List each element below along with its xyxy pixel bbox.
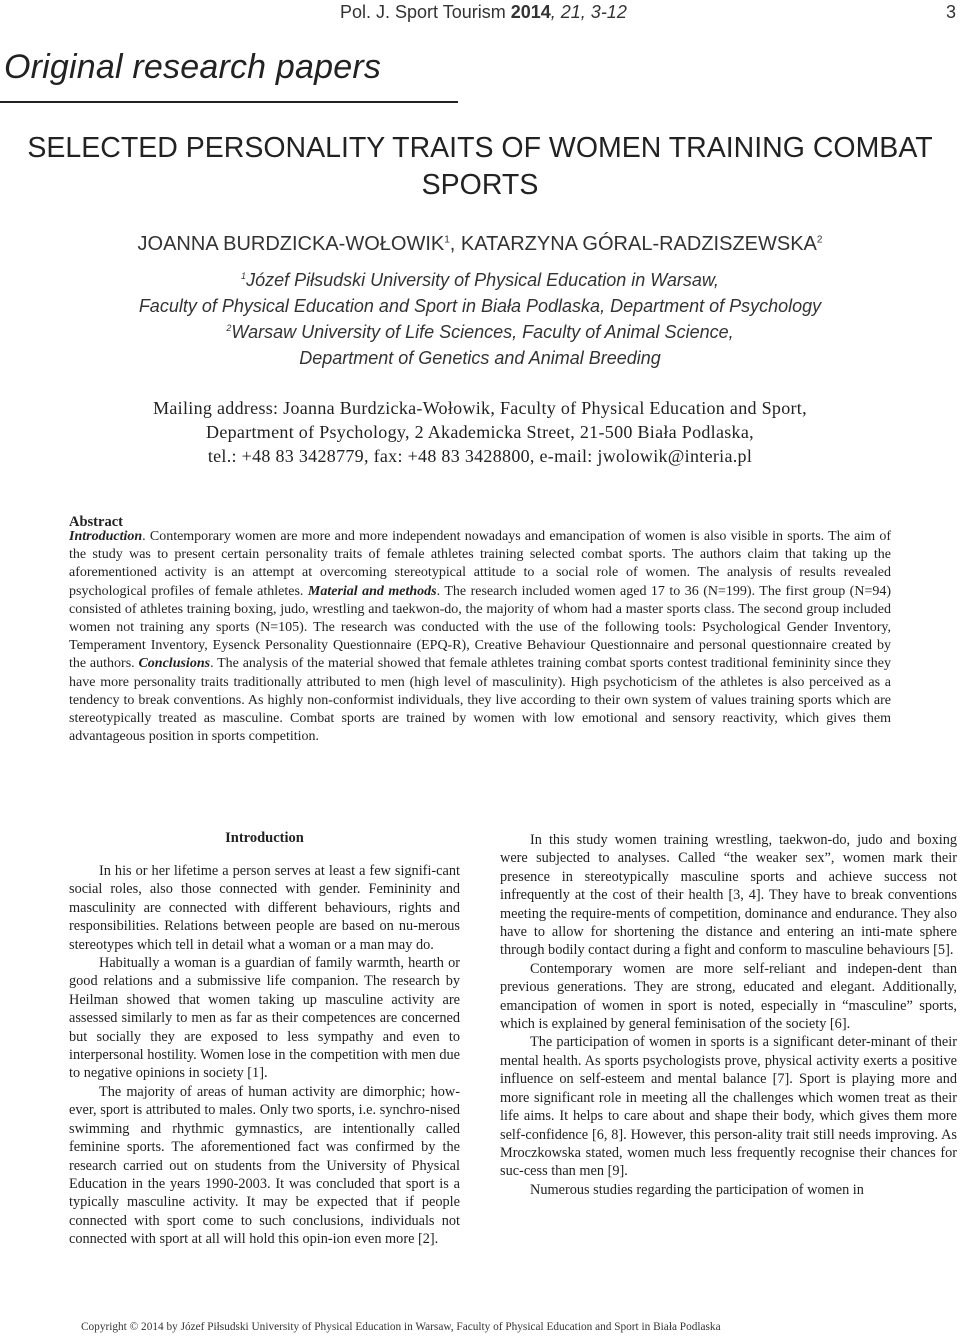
abstract-conclusions-label: Conclusions [138, 656, 211, 672]
article-title: SELECTED PERSONALITY TRAITS OF WOMEN TRAINING COMBAT SPORTS [27, 132, 933, 201]
mailing-address-line: Department of Psychology, 2 Akademicka Street, 21-500 Biała Podlaska, [206, 422, 754, 442]
introduction-heading: Introduction [225, 830, 304, 846]
abstract-heading: Abstract [69, 514, 123, 530]
abstract-methods-label: Material and methods [307, 583, 437, 599]
body-paragraph: The majority of areas of human activity are dimorphic; how-ever, sport is attributed to males. Only two sports, i.e. synchro-nised swimming and rhythmic gymnastics, are intentionally called feminine sports. The aforementioned fact was confirmed by the research carried out on students from the University of Physical Education in the years 1990-2003. It was concluded that sport is a typically masculine activity. It may be expected that if people connected with sport come to such conclusions, individuals not connected with sport at all will hold this opin-ion even more [2]. [69, 1083, 460, 1248]
author-line [0, 233, 960, 256]
section-divider [0, 101, 458, 103]
affiliation-text: Józef Piłsudski University of Physical Education in Warsaw, [246, 270, 719, 290]
affiliation-line [0, 270, 960, 291]
affiliation-mark: 1 [241, 271, 247, 281]
left-column [69, 862, 460, 1249]
mailing-contact-line: tel.: +48 83 3428779, fax: +48 83 3428800, e-mail: jwolowik@interia.pl [207, 446, 753, 466]
abstract-intro-text: . Contemporary women are more and more independent nowadays and emancipation of women is also visible in sports. The aim of the study was to present certain personality traits of female athletes training selected combat sports. The authors claim that taking up the aforementioned activity is an attempt at overcoming stereotypical attitude to a social role of women. The analysis of results revealed psychological profiles of female athletes. [69, 529, 891, 599]
affiliation-mark: 2 [226, 323, 232, 333]
affiliation-line: Department of Genetics and Animal Breeding [299, 348, 661, 368]
journal-name: Pol. J. Sport Tourism [340, 2, 511, 22]
section-label: Original research papers [4, 48, 382, 86]
journal-volume-pages: , 21, 3-12 [550, 2, 627, 22]
author-affiliation-mark: 1 [444, 234, 450, 246]
body-paragraph: The participation of women in sports is a significant deter-minant of their mental health. As sports psychologists prove, physical activity exerts a positive influence on self-esteem and mental balance [7]. Sport is playing more and more significant role in meeting all the challenges which women treat as their life aims. It helps to care about and shape their body, which gives them more self-confidence [6, 8]. However, this person-ality trait still needs improving. As Mroczkowska stated, women much less frequently recognise their chances for suc-cess than men [9]. [500, 1034, 957, 1180]
author-name: JOANNA BURDZICKA-WOŁOWIK [137, 233, 445, 255]
author-separator: , [449, 233, 461, 255]
body-paragraph: In his or her lifetime a person serves at least a few signifi-cant social roles, also those connected with gender. Femininity and masculinity are connected with different behaviours, rights and responsibilities. Relations between people are based on nu-merous stereotypes which tell in detail what a woman or a man may do. [69, 863, 460, 953]
affiliation-line: Faculty of Physical Education and Sport in Biała Podlaska, Department of Psychology [138, 296, 822, 316]
abstract-conclusions-text: . The analysis of the material showed that female athletes training combat sports contest traditional femininity since they have more personality traits traditionally attributed to men (high level of masculinity). High psychoticism of the athletes is also perceived as a tendency to break conventions. As highly non-conformist individuals, they live according to their own system of values training sports which are stereotypically treated as masculine. Combat sports are trained by women with low emotional and sensory reactivity, which gives them advantageous position in sports competition. [69, 656, 891, 745]
page-number: 3 [946, 2, 957, 22]
affiliation-line [0, 322, 960, 343]
abstract-body [69, 528, 891, 746]
body-paragraph: Contemporary women are more self-reliant and indepen-dent than previous generations. They are strong, educated and elegant. Additionally, emancipation of women in sport is noted, especially in “masculine” sports, which is explained by general feminisation of the society [6]. [500, 960, 957, 1033]
author-affiliation-mark: 2 [816, 234, 823, 246]
journal-year: 2014 [510, 2, 551, 22]
journal-citation [340, 2, 627, 23]
copyright-footer: Copyright © 2014 by Józef Piłsudski University of Physical Education in Warsaw, Faculty of Physical Education and Sport in Biała Podlaska [81, 1321, 721, 1333]
body-paragraph: In this study women training wrestling, taekwon-do, judo and boxing were subjected to analyses. Called “the weaker sex”, women mark their presence in stereotypically masculine sports and achieve success not infrequently at the cost of their health [3, 4]. They have to break conventions meeting the require-ments of competition, dominance and endurance. They also have to allow for shortening the distance and entering an inti-mate sphere through bodily contact during a fight and conform to masculine behaviours [5]. [500, 832, 957, 959]
affiliation-text: Warsaw University of Life Sciences, Faculty of Animal Science, [231, 322, 734, 342]
body-paragraph: Habitually a woman is a guardian of family warmth, hearth or good relations and a submissive life companion. The research by Heilman showed that women taking up masculine activity are assessed similarly to men as far as their competences are concerned but socially they are exposed to less sympathy and even to interpersonal hostility. Women lose in the competition with men due to negative opinions in society [1]. [69, 955, 460, 1082]
mailing-address-line: Mailing address: Joanna Burdzicka-Wołowik, Faculty of Physical Education and Sport, [153, 398, 807, 418]
abstract-methods-text: . The research included women aged 17 to 36 (N=199). The first group (N=94) consisted of athletes training boxing, judo, wrestling and taekwon-do, the majority of whom had a master sports class. The second group included women not training any sports (N=105). The research was conducted with the use of the following tools: Psychological Gender Inventory, Temperament Inventory, Eysenck Personality Questionnaire (EPQ-R), Creative Behaviour Questionnaire and personal questionnaire created by the authors. [69, 583, 892, 672]
body-paragraph: Numerous studies regarding the participation of women in [530, 1181, 864, 1198]
abstract-intro-label: Introduction [69, 529, 143, 544]
author-name: KATARZYNA GÓRAL-RADZISZEWSKA [460, 233, 817, 255]
right-column [500, 831, 957, 1199]
